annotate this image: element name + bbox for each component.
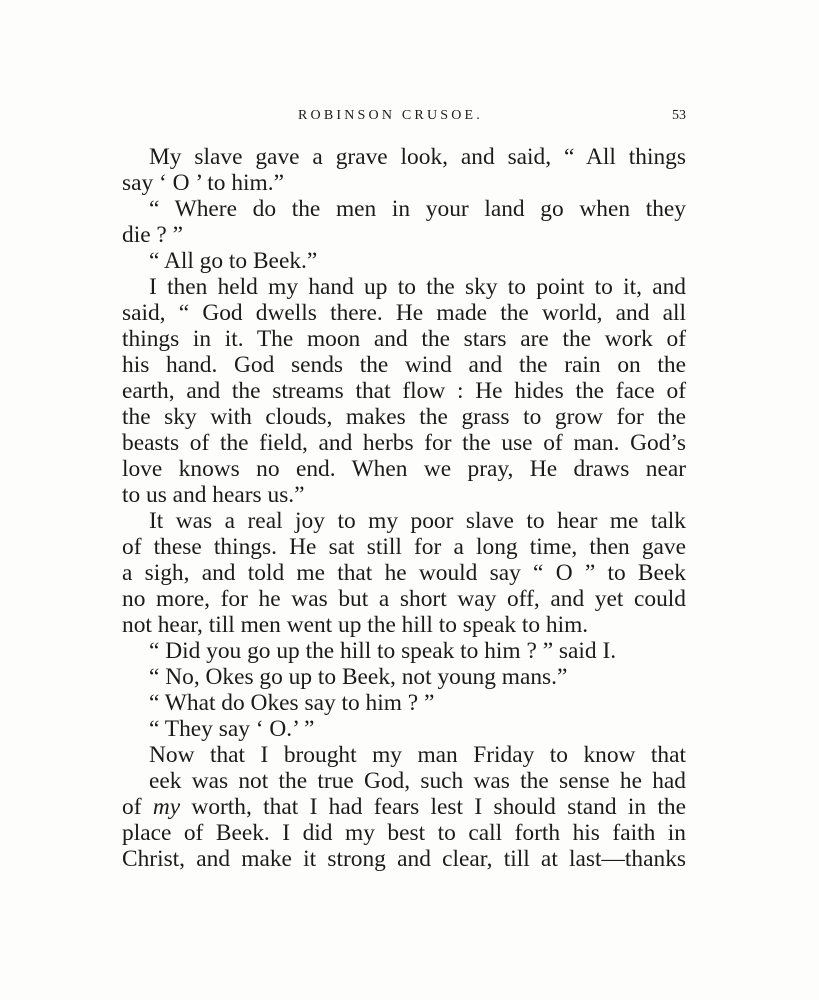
text-line: Now that I brought my man Friday to know that	[149, 742, 686, 768]
text-line: My slave gave a grave look, and said, “ All things	[149, 144, 686, 170]
text-line: “ They say ‘ O.’ ”	[149, 716, 315, 742]
body-text	[122, 144, 686, 872]
text-line: earth, and the streams that flow : He hides the face of	[122, 378, 686, 404]
text-line: love knows no end. When we pray, He draws near	[122, 456, 686, 482]
text-line: things in it. The moon and the stars are the work of	[122, 326, 686, 352]
emphasized-word: my	[152, 794, 181, 820]
text-fragment: worth, that I had fears lest I should stand in the	[180, 794, 686, 820]
text-line: say ‘ O ’ to him.”	[122, 170, 284, 196]
text-line: the sky with clouds, makes the grass to grow for the	[122, 404, 686, 430]
text-line: “ No, Okes go up to Beek, not young mans.”	[149, 664, 568, 690]
text-line: to us and hears us.”	[122, 482, 305, 508]
text-fragment: of	[122, 794, 153, 820]
text-line: no more, for he was but a short way off, and yet could	[122, 586, 686, 612]
text-line: of these things. He sat still for a long time, then gave	[122, 534, 686, 560]
text-line: “ What do Okes say to him ? ”	[149, 690, 435, 716]
text-line: place of Beek. I did my best to call forth his faith in	[122, 820, 686, 846]
text-line: “ Where do the men in your land go when they	[149, 196, 686, 222]
text-line: “ Did you go up the hill to speak to him ? ” said I.	[149, 638, 617, 664]
text-line: Christ, and make it strong and clear, till at last—thanks	[122, 846, 686, 872]
page-number: 53	[672, 108, 686, 123]
text-line: a sigh, and told me that he would say “ O ” to Beek	[122, 560, 686, 586]
running-head	[120, 108, 686, 128]
text-line: die ? ”	[122, 222, 184, 248]
text-line: said, “ God dwells there. He made the world, and all	[122, 300, 686, 326]
text-line: eek was not the true God, such was the sense he had	[149, 768, 686, 794]
text-line: “ All go to Beek.”	[149, 248, 318, 274]
running-title: ROBINSON CRUSOE.	[298, 108, 483, 123]
text-line: It was a real joy to my poor slave to hear me talk	[149, 508, 686, 534]
text-line: beasts of the field, and herbs for the use of man. God’s	[122, 430, 686, 456]
text-line: not hear, till men went up the hill to speak to him.	[122, 612, 589, 638]
text-line	[122, 794, 686, 820]
text-line: his hand. God sends the wind and the rain on the	[122, 352, 686, 378]
text-line: I then held my hand up to the sky to point to it, and	[149, 274, 686, 300]
